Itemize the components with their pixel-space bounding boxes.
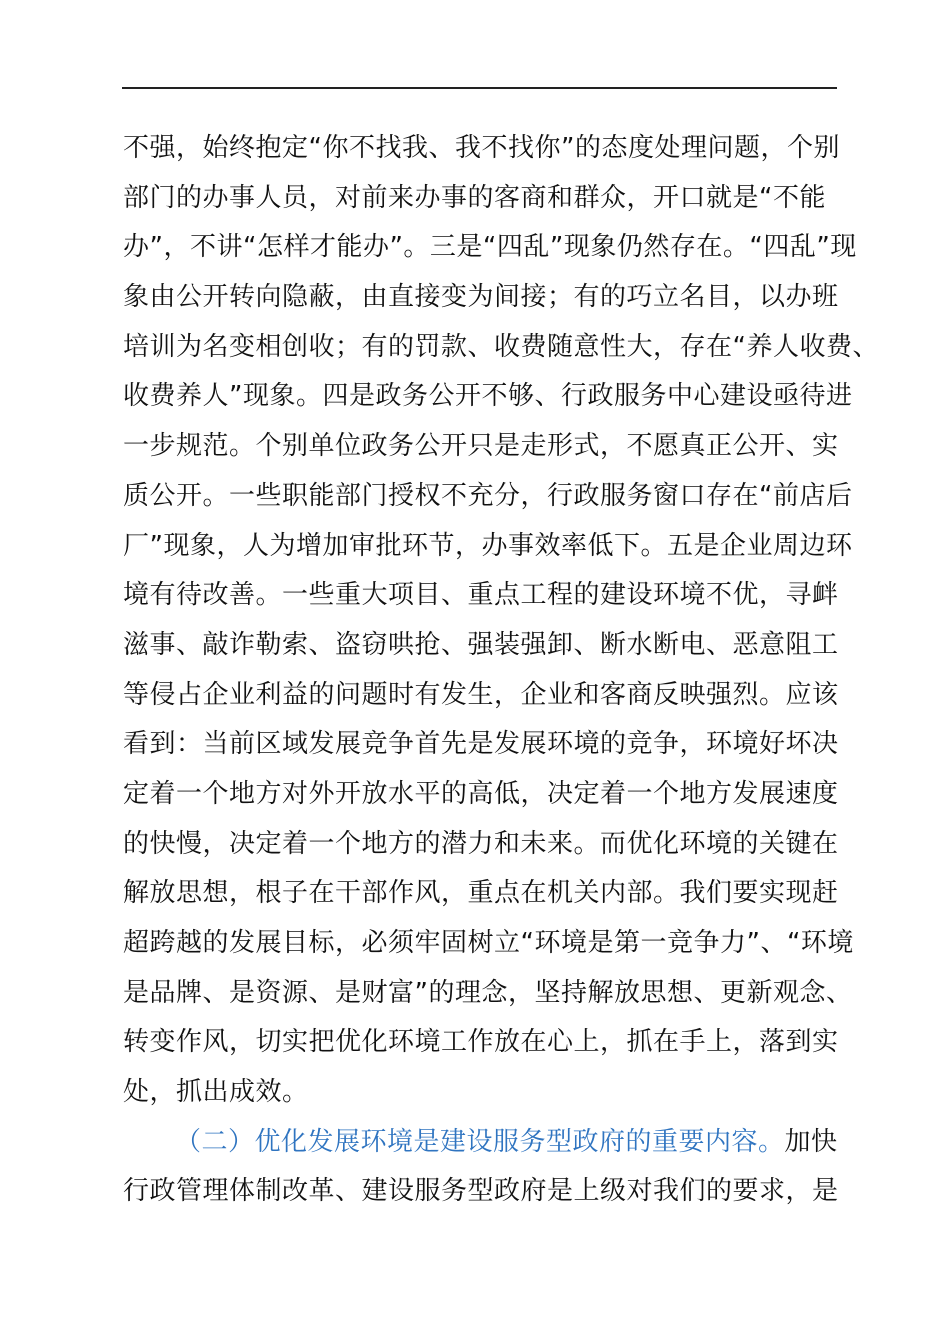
paragraph-line: 定着一个地方对外开放水平的高低，决定着一个地方发展速度 [123, 778, 839, 809]
paragraph-line: 境有待改善。一些重大项目、重点工程的建设环境不优，寻衅 [123, 580, 839, 611]
paragraph-line: 的快慢，决定着一个地方的潜力和未来。而优化环境的关键在 [123, 828, 839, 859]
paragraph-line: 看到：当前区域发展竞争首先是发展环境的竞争，环境好坏决 [123, 729, 839, 760]
paragraph-line: 收费养人”现象。四是政务公开不够、行政服务中心建设亟待进 [123, 381, 853, 412]
paragraph-line: 办”，不讲“怎样才能办”。三是“四乱”现象仍然存在。“四乱”现 [123, 232, 857, 263]
paragraph-line: 质公开。一些职能部门授权不充分，行政服务窗口存在“前店后 [123, 480, 853, 511]
paragraph-line: 滋事、敲诈勒索、盗窃哄抢、强装强卸、断水断电、恶意阻工 [123, 629, 839, 660]
paragraph-line: 象由公开转向隐蔽，由直接变为间接；有的巧立名目，以办班 [123, 282, 839, 313]
paragraph-line: 行政管理体制改革、建设服务型政府是上级对我们的要求，是 [123, 1176, 839, 1207]
paragraph-line: 厂”现象，人为增加审批环节，办事效率低下。五是企业周边环 [123, 530, 853, 561]
paragraph-line: 转变作风，切实把优化环境工作放在心上，抓在手上，落到实 [123, 1027, 839, 1058]
section-heading-tail: 加快 [784, 1126, 838, 1157]
paragraph-line: 超跨越的发展目标，必须牢固树立“环境是第一竞争力”、“环境 [123, 928, 854, 958]
section-heading-line [123, 1118, 839, 1168]
paragraph-line: 等侵占企业利益的问题时有发生，企业和客商反映强烈。应该 [123, 679, 839, 710]
header-rule [122, 87, 837, 89]
paragraph-line: 不强，始终抱定“你不找我、我不找你”的态度处理问题，个别 [123, 133, 840, 163]
paragraph-line: 处，抓出成效。 [123, 1077, 309, 1108]
section-heading: （二）优化发展环境是建设服务型政府的重要内容。 [175, 1126, 785, 1157]
paragraph-line: 一步规范。个别单位政务公开只是走形式，不愿真正公开、实 [123, 431, 839, 462]
paragraph-line: 培训为名变相创收；有的罚款、收费随意性大，存在“养人收费、 [123, 331, 879, 362]
body-text [123, 124, 879, 1217]
paragraph-line: 解放思想，根子在干部作风，重点在机关内部。我们要实现赶 [123, 878, 839, 909]
paragraph-line: 部门的办事人员，对前来办事的客商和群众，开口就是“不能 [123, 182, 826, 213]
paragraph-line: 是品牌、是资源、是财富”的理念，坚持解放思想、更新观念、 [123, 977, 853, 1008]
